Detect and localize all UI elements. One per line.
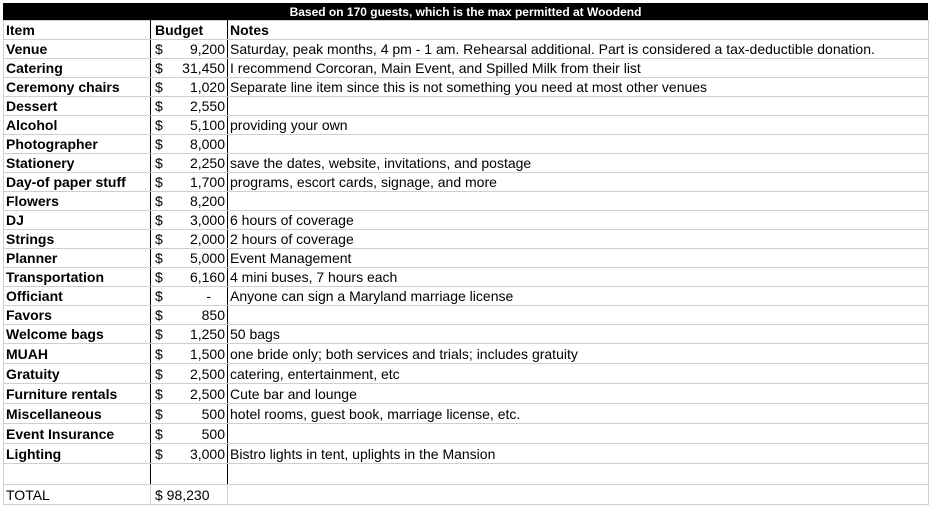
currency-symbol: $ (155, 79, 163, 95)
row-notes: Bistro lights in tent, uplights in the Mansion (228, 444, 929, 464)
currency-symbol: $ (155, 174, 163, 190)
row-budget (151, 211, 228, 230)
row-amount: 5,100 (189, 117, 225, 133)
row-notes: 50 bags (228, 325, 929, 344)
table-row (4, 404, 929, 424)
row-item: Transportation (4, 268, 151, 287)
row-amount: 2,550 (189, 98, 225, 114)
row-amount: 2,500 (189, 366, 225, 382)
table-row (4, 249, 929, 268)
row-budget (151, 268, 228, 287)
row-budget (151, 78, 228, 97)
currency-symbol: $ (155, 406, 163, 422)
row-budget (151, 364, 228, 384)
row-budget (151, 344, 228, 364)
row-notes: 4 mini buses, 7 hours each (228, 268, 929, 287)
row-item: Flowers (4, 192, 151, 211)
row-amount: 2,250 (189, 155, 225, 171)
row-amount: 500 (201, 406, 225, 422)
table-row (4, 59, 929, 78)
currency-symbol: $ (155, 212, 163, 228)
row-item: Favors (4, 306, 151, 325)
row-budget (151, 306, 228, 325)
row-budget (151, 97, 228, 116)
row-item: Planner (4, 249, 151, 268)
row-notes: I recommend Corcoran, Main Event, and Spilled Milk from their list (228, 59, 929, 78)
row-budget (151, 154, 228, 173)
row-item: Alcohol (4, 116, 151, 135)
budget-sheet (3, 3, 928, 505)
currency-symbol: $ (155, 41, 163, 57)
currency-symbol: $ (155, 136, 163, 152)
table-row (4, 344, 929, 364)
row-item: Stationery (4, 154, 151, 173)
row-notes: Event Management (228, 249, 929, 268)
currency-symbol: $ (155, 60, 163, 76)
table-row (4, 40, 929, 59)
row-item: Welcome bags (4, 325, 151, 344)
row-item: Furniture rentals (4, 384, 151, 404)
row-item: Lighting (4, 444, 151, 464)
row-item: Event Insurance (4, 424, 151, 444)
row-budget (151, 59, 228, 78)
row-notes: 6 hours of coverage (228, 211, 929, 230)
currency-symbol: $ (155, 426, 163, 442)
table-row (4, 384, 929, 404)
table-row (4, 287, 929, 306)
row-budget (151, 384, 228, 404)
currency-symbol: $ (155, 231, 163, 247)
table-row (4, 424, 929, 444)
table-row (4, 116, 929, 135)
row-item: MUAH (4, 344, 151, 364)
row-item: Strings (4, 230, 151, 249)
currency-symbol: $ (155, 193, 163, 209)
row-budget (151, 325, 228, 344)
row-notes (228, 192, 929, 211)
currency-symbol: $ (155, 346, 163, 362)
row-budget (151, 404, 228, 424)
row-notes: providing your own (228, 116, 929, 135)
header-notes: Notes (228, 21, 929, 40)
row-item: Gratuity (4, 364, 151, 384)
row-notes: programs, escort cards, signage, and more (228, 173, 929, 192)
row-amount: 8,000 (189, 136, 225, 152)
row-budget (151, 135, 228, 154)
total-label: TOTAL (4, 485, 151, 505)
row-item: Ceremony chairs (4, 78, 151, 97)
sheet-banner: Based on 170 guests, which is the max permitted at Woodend (3, 3, 928, 20)
header-item: Item (4, 21, 151, 40)
total-row (4, 485, 929, 505)
row-amount: 2,500 (189, 386, 225, 402)
row-notes (228, 135, 929, 154)
total-amount: $ 98,230 (151, 485, 228, 505)
row-budget (151, 249, 228, 268)
row-notes: Saturday, peak months, 4 pm - 1 am. Rehearsal additional. Part is considered a tax-deductible donation. (228, 40, 929, 59)
currency-symbol: $ (155, 117, 163, 133)
row-item: Photographer (4, 135, 151, 154)
row-amount: 3,000 (189, 446, 225, 462)
table-row (4, 135, 929, 154)
table-row (4, 192, 929, 211)
row-notes (228, 424, 929, 444)
table-row (4, 325, 929, 344)
table-row (4, 97, 929, 116)
table-row (4, 268, 929, 287)
row-amount: 1,020 (189, 79, 225, 95)
currency-symbol: $ (155, 98, 163, 114)
row-budget (151, 192, 228, 211)
row-amount: 3,000 (189, 212, 225, 228)
row-amount: 5,000 (189, 250, 225, 266)
row-notes: Cute bar and lounge (228, 384, 929, 404)
row-item: Day-of paper stuff (4, 173, 151, 192)
currency-symbol: $ (155, 250, 163, 266)
row-amount: 500 (201, 426, 225, 442)
table-row (4, 173, 929, 192)
row-notes: Anyone can sign a Maryland marriage license (228, 287, 929, 306)
row-notes: hotel rooms, guest book, marriage license, etc. (228, 404, 929, 424)
row-amount: 9,200 (189, 41, 225, 57)
row-budget (151, 444, 228, 464)
table-row (4, 364, 929, 384)
row-notes: catering, entertainment, etc (228, 364, 929, 384)
row-notes (228, 306, 929, 325)
table-row (4, 444, 929, 464)
table-row (4, 306, 929, 325)
currency-symbol: $ (155, 269, 163, 285)
row-amount: 8,200 (189, 193, 225, 209)
currency-symbol: $ (155, 446, 163, 462)
table-row (4, 154, 929, 173)
row-budget (151, 287, 228, 306)
row-budget (151, 173, 228, 192)
row-item: Catering (4, 59, 151, 78)
budget-table (3, 20, 929, 505)
currency-symbol: $ (155, 155, 163, 171)
row-budget (151, 424, 228, 444)
table-row (4, 78, 929, 97)
row-budget (151, 230, 228, 249)
row-amount: 2,000 (189, 231, 225, 247)
currency-symbol: $ (155, 386, 163, 402)
row-amount: - (206, 288, 211, 304)
table-row (4, 211, 929, 230)
currency-symbol: $ (155, 307, 163, 323)
currency-symbol: $ (155, 326, 163, 342)
row-budget (151, 116, 228, 135)
row-amount: 6,160 (189, 269, 225, 285)
table-row (4, 230, 929, 249)
blank-cell (151, 464, 228, 485)
blank-cell (4, 464, 151, 485)
row-amount: 1,250 (189, 326, 225, 342)
blank-row (4, 464, 929, 485)
row-amount: 1,700 (189, 174, 225, 190)
row-budget (151, 40, 228, 59)
currency-symbol: $ (155, 366, 163, 382)
row-item: Venue (4, 40, 151, 59)
row-amount: 31,450 (182, 60, 225, 76)
row-item: DJ (4, 211, 151, 230)
blank-cell (228, 464, 929, 485)
header-row (4, 21, 929, 40)
row-notes: save the dates, website, invitations, and postage (228, 154, 929, 173)
row-amount: 850 (201, 307, 225, 323)
total-notes (228, 485, 929, 505)
row-notes: 2 hours of coverage (228, 230, 929, 249)
row-notes: Separate line item since this is not something you need at most other venues (228, 78, 929, 97)
row-amount: 1,500 (189, 346, 225, 362)
row-item: Dessert (4, 97, 151, 116)
row-notes: one bride only; both services and trials; includes gratuity (228, 344, 929, 364)
row-item: Officiant (4, 287, 151, 306)
row-item: Miscellaneous (4, 404, 151, 424)
row-notes (228, 97, 929, 116)
currency-symbol: $ (155, 288, 163, 304)
header-budget: Budget (151, 21, 228, 40)
